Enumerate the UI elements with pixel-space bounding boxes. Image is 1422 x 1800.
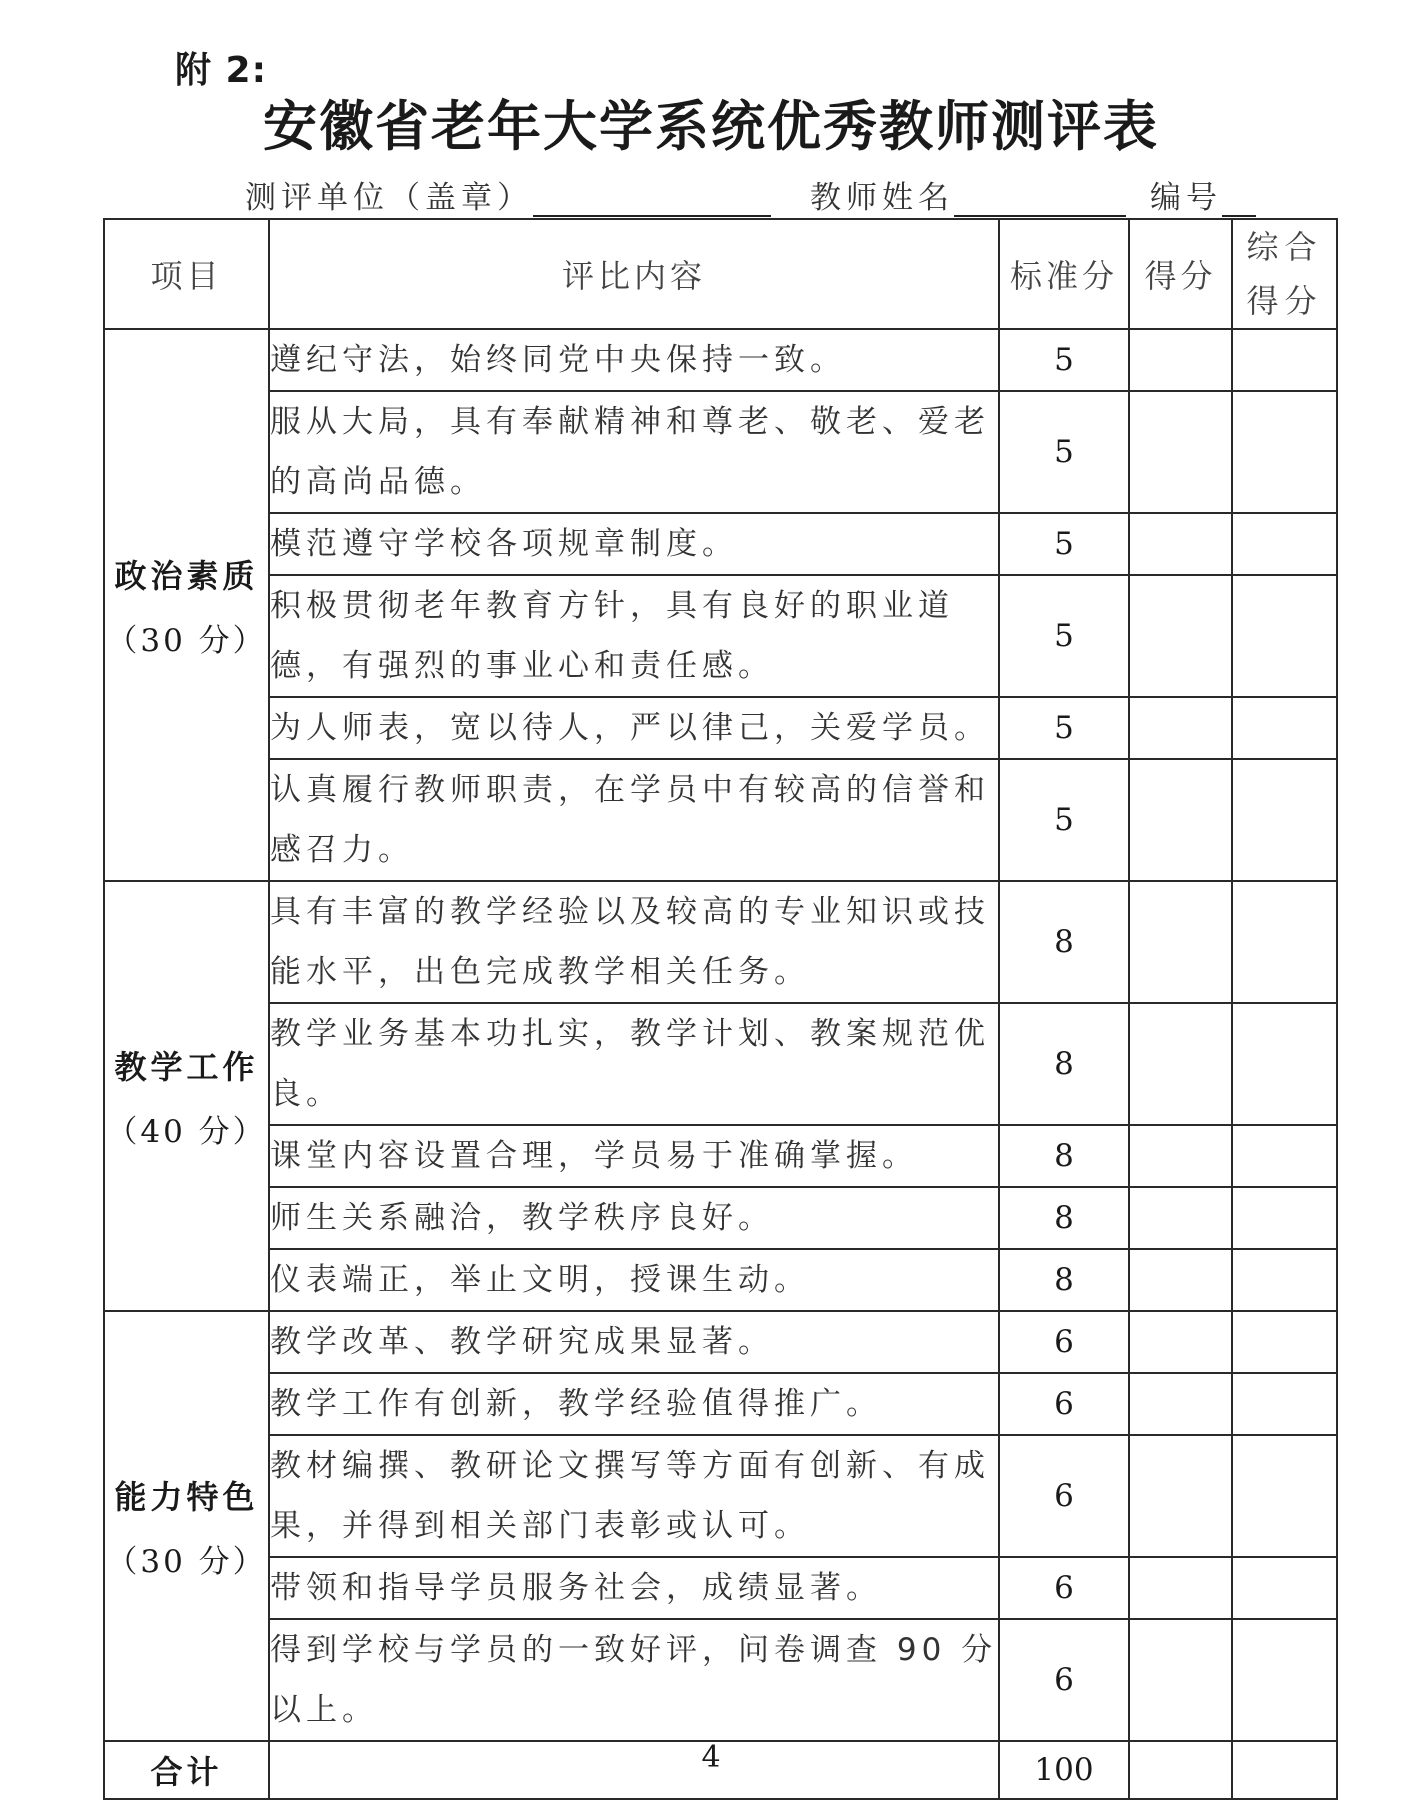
criteria-text: 教学业务基本功扎实，教学计划、教案规范优良。 [269, 1003, 999, 1125]
standard-score: 6 [999, 1311, 1129, 1373]
table-row [104, 513, 1337, 575]
table-row [104, 1373, 1337, 1435]
score-cell[interactable] [1129, 1125, 1232, 1187]
score-cell[interactable] [1129, 1187, 1232, 1249]
criteria-text: 得到学校与学员的一致好评，问卷调查 90 分以上。 [269, 1619, 999, 1741]
teacher-blank[interactable] [954, 185, 1126, 217]
combined-score-cell[interactable] [1232, 575, 1337, 697]
header-item: 项目 [104, 219, 269, 329]
standard-score: 6 [999, 1619, 1129, 1741]
combined-score-cell[interactable] [1232, 1373, 1337, 1435]
score-cell[interactable] [1129, 575, 1232, 697]
combined-score-cell[interactable] [1232, 1125, 1337, 1187]
score-cell[interactable] [1129, 1249, 1232, 1311]
table-row [104, 697, 1337, 759]
criteria-text: 遵纪守法，始终同党中央保持一致。 [269, 329, 999, 391]
total-standard: 100 [999, 1741, 1129, 1799]
score-cell[interactable] [1129, 1619, 1232, 1741]
standard-score: 8 [999, 1187, 1129, 1249]
unit-blank[interactable] [533, 185, 771, 217]
standard-score: 6 [999, 1435, 1129, 1557]
number-field [1150, 172, 1256, 217]
combined-score-cell[interactable] [1232, 881, 1337, 1003]
category-name: 教学工作 [114, 1047, 259, 1086]
table-row [104, 1619, 1337, 1741]
table-row [104, 1311, 1337, 1373]
combined-score-cell[interactable] [1232, 759, 1337, 881]
table-row [104, 1003, 1337, 1125]
table-row [104, 759, 1337, 881]
unit-field [245, 172, 771, 217]
criteria-text: 仪表端正，举止文明，授课生动。 [269, 1249, 999, 1311]
score-cell[interactable] [1129, 759, 1232, 881]
standard-score: 5 [999, 759, 1129, 881]
table-body [104, 329, 1337, 1741]
teacher-label: 教师姓名 [810, 180, 954, 216]
score-cell[interactable] [1129, 1311, 1232, 1373]
table-row [104, 1187, 1337, 1249]
score-cell[interactable] [1129, 1557, 1232, 1619]
standard-score: 5 [999, 391, 1129, 513]
number-label: 编号 [1150, 180, 1222, 216]
category-points: （40 分） [106, 1113, 267, 1150]
standard-score: 5 [999, 513, 1129, 575]
standard-score: 6 [999, 1557, 1129, 1619]
category-cell [104, 881, 269, 1311]
combined-score-cell[interactable] [1232, 391, 1337, 513]
standard-score: 5 [999, 697, 1129, 759]
criteria-text: 带领和指导学员服务社会，成绩显著。 [269, 1557, 999, 1619]
standard-score: 8 [999, 881, 1129, 1003]
category-points: （30 分） [106, 622, 267, 659]
category-name: 能力特色 [114, 1477, 259, 1516]
unit-label: 测评单位（盖章） [245, 180, 533, 216]
criteria-text: 教学工作有创新，教学经验值得推广。 [269, 1373, 999, 1435]
category-name: 政治素质 [114, 556, 259, 595]
teacher-field [810, 172, 1126, 217]
standard-score: 5 [999, 329, 1129, 391]
evaluation-table [103, 218, 1338, 1800]
score-cell[interactable] [1129, 1435, 1232, 1557]
page-number: 4 [701, 1740, 721, 1775]
table-row [104, 1435, 1337, 1557]
table-row [104, 391, 1337, 513]
number-blank[interactable] [1222, 185, 1256, 217]
table-row [104, 329, 1337, 391]
combined-score-cell[interactable] [1232, 697, 1337, 759]
header-content: 评比内容 [269, 219, 999, 329]
header-standard: 标准分 [999, 219, 1129, 329]
appendix-label: 附 2: [175, 50, 267, 91]
combined-score-cell[interactable] [1232, 1311, 1337, 1373]
combined-score-cell[interactable] [1232, 1003, 1337, 1125]
category-cell [104, 329, 269, 881]
total-label: 合计 [104, 1741, 269, 1799]
header-score: 得分 [1129, 219, 1232, 329]
combined-score-cell[interactable] [1232, 1435, 1337, 1557]
standard-score: 6 [999, 1373, 1129, 1435]
combined-score-cell[interactable] [1232, 1187, 1337, 1249]
score-cell[interactable] [1129, 1003, 1232, 1125]
standard-score: 5 [999, 575, 1129, 697]
criteria-text: 模范遵守学校各项规章制度。 [269, 513, 999, 575]
criteria-text: 课堂内容设置合理，学员易于准确掌握。 [269, 1125, 999, 1187]
combined-score-cell[interactable] [1232, 1619, 1337, 1741]
criteria-text: 认真履行教师职责，在学员中有较高的信誉和感召力。 [269, 759, 999, 881]
combined-score-cell[interactable] [1232, 513, 1337, 575]
combined-score-cell[interactable] [1232, 1557, 1337, 1619]
score-cell[interactable] [1129, 391, 1232, 513]
criteria-text: 师生关系融洽，教学秩序良好。 [269, 1187, 999, 1249]
criteria-text: 积极贯彻老年教育方针，具有良好的职业道德，有强烈的事业心和责任感。 [269, 575, 999, 697]
table-row [104, 1557, 1337, 1619]
criteria-text: 为人师表，宽以待人，严以律己，关爱学员。 [269, 697, 999, 759]
combined-score-cell[interactable] [1232, 329, 1337, 391]
standard-score: 8 [999, 1003, 1129, 1125]
table-header-row [104, 219, 1337, 329]
criteria-text: 教材编撰、教研论文撰写等方面有创新、有成果，并得到相关部门表彰或认可。 [269, 1435, 999, 1557]
score-cell[interactable] [1129, 881, 1232, 1003]
criteria-text: 服从大局，具有奉献精神和尊老、敬老、爱老的高尚品德。 [269, 391, 999, 513]
criteria-text: 教学改革、教学研究成果显著。 [269, 1311, 999, 1373]
criteria-text: 具有丰富的教学经验以及较高的专业知识或技能水平，出色完成教学相关任务。 [269, 881, 999, 1003]
category-points: （30 分） [106, 1543, 267, 1580]
table-row [104, 1125, 1337, 1187]
score-cell[interactable] [1129, 697, 1232, 759]
score-cell[interactable] [1129, 1373, 1232, 1435]
category-cell [104, 1311, 269, 1741]
standard-score: 8 [999, 1249, 1129, 1311]
page-title: 安徽省老年大学系统优秀教师测评表 [263, 94, 1159, 158]
header-combined: 综合得分 [1232, 219, 1337, 329]
combined-score-cell[interactable] [1232, 1249, 1337, 1311]
standard-score: 8 [999, 1125, 1129, 1187]
table-row [104, 881, 1337, 1003]
score-cell[interactable] [1129, 329, 1232, 391]
table-row [104, 1249, 1337, 1311]
table-row [104, 575, 1337, 697]
score-cell[interactable] [1129, 513, 1232, 575]
